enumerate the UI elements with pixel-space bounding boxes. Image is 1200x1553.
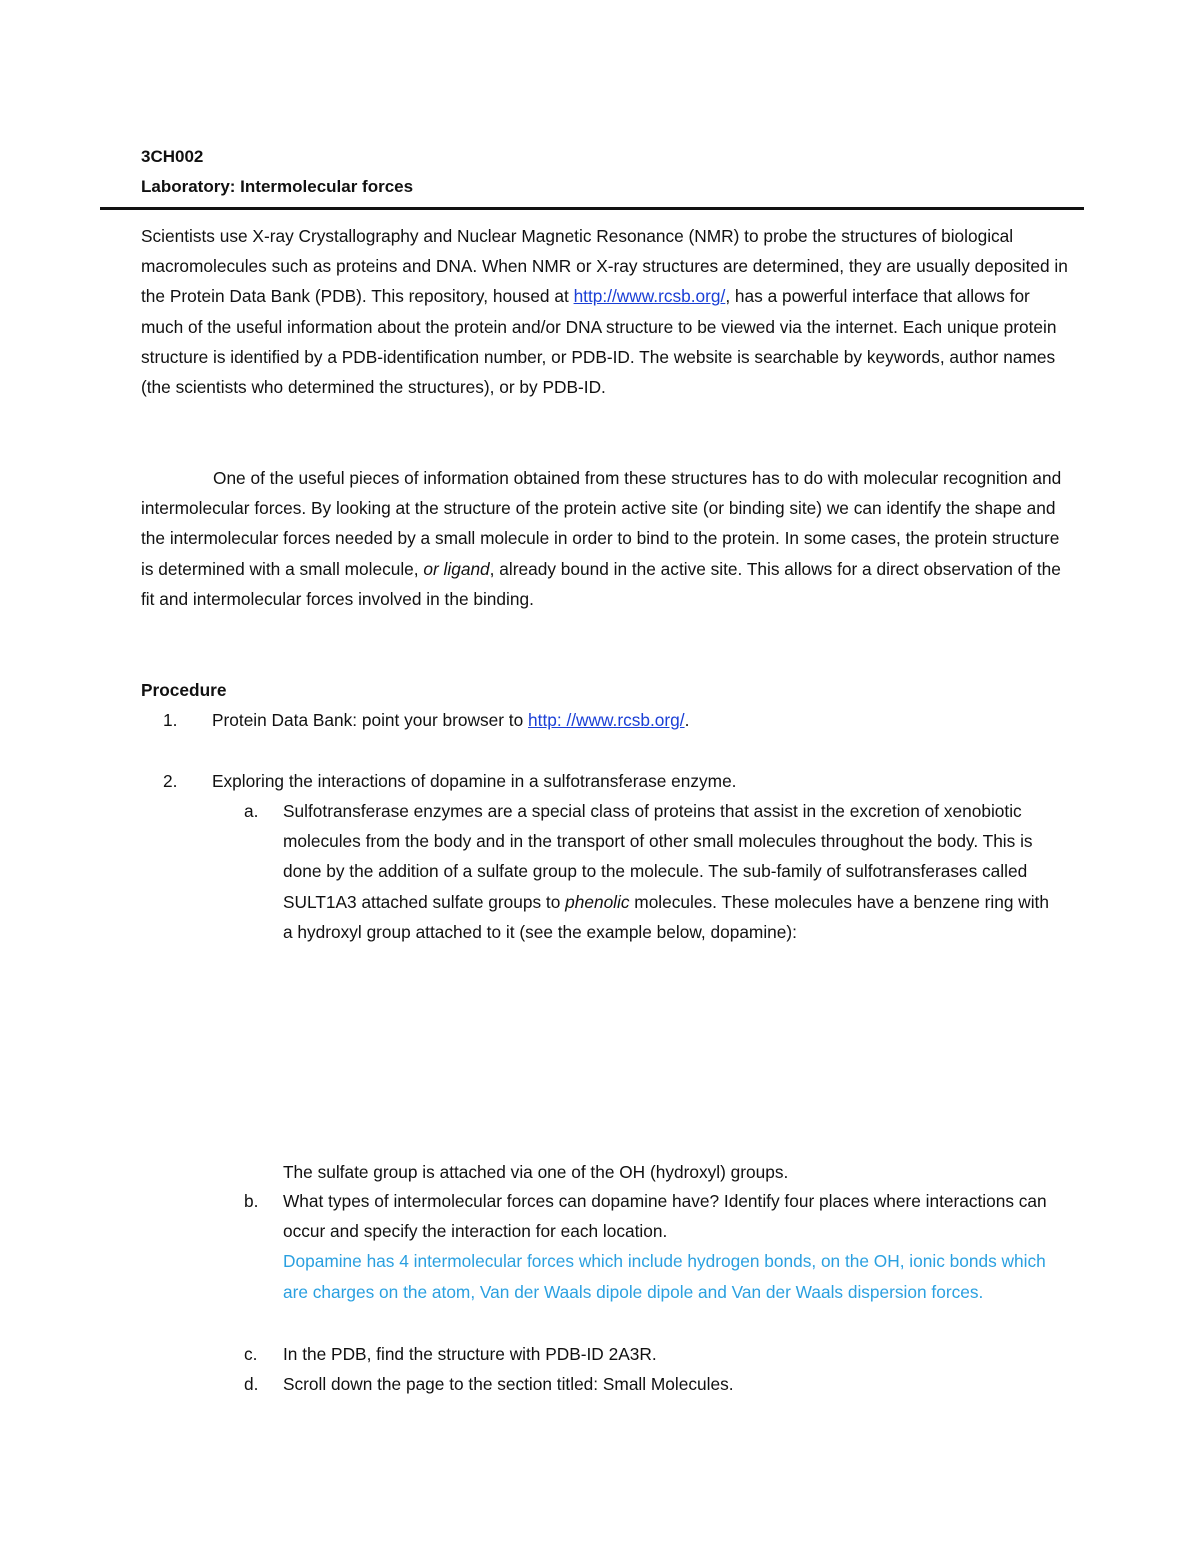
substep-a-text-start: Sulfotransferase enzymes are a special class of proteins that assist in the excretion of xenobiotic molecules from the body and in the transport of other small molecules throughout the body. This is done by the addition of a sulfate group to the molecule. The sub-family of sulfotransferases called SULT1A3 attached sulfate groups to <box>283 801 1033 912</box>
step1-text: Protein Data Bank: point your browser to <box>212 710 529 730</box>
ligand-term: or ligand <box>423 558 490 579</box>
step-number: 1. <box>163 710 178 730</box>
step-text: Exploring the interactions of dopamine in a sulfotransferase enzyme. <box>212 771 737 791</box>
answer-text: Dopamine has 4 intermolecular forces which include hydrogen bonds, on the OH, ionic bonds which are charges on the atom, Van der Waals dipole dipole and Van der Waals dispersion forces. <box>283 1251 1046 1302</box>
step-text <box>212 705 1072 735</box>
intro-p2-text-start: One of the useful pieces of information obtained from these structures has to do with molecular recognition and intermolecular forces. By looking at the structure of the protein active site (or binding site) we can identify the shape and the intermolecular forces needed by a small molecule in order to bind to the protein. In some cases, the protein structure is determined with a small molecule, <box>141 468 1062 579</box>
substep-a-text-end: molecules. These molecules have a benzene ring with a hydroxyl group attached to it (see the example below, dopamine): <box>283 891 1049 942</box>
substep-text: In the PDB, find the structure with PDB-ID 2A3R. <box>283 1344 657 1364</box>
step-number: 2. <box>163 771 178 791</box>
substep-letter: b. <box>244 1191 259 1211</box>
intro-p1-text-end: , has a powerful interface that allows for much of the useful information about the protein and/or DNA structure to be viewed via the internet. Each unique protein structure is identified by a PDB-identification number, or PDB-ID. The website is searchable by keywords, author names (the scientists who determined the structures), or by PDB-ID. <box>141 286 1057 398</box>
intro-paragraph-1 <box>141 221 1071 402</box>
intro-paragraph-2 <box>141 463 1071 614</box>
substep-text <box>283 796 1063 947</box>
substep-letter: c. <box>244 1344 258 1364</box>
phenolic-term: phenolic <box>565 891 630 912</box>
rcsb-step-link[interactable]: http: //www.rcsb.org/ <box>528 710 685 730</box>
lab-title: Laboratory: Intermolecular forces <box>141 177 414 196</box>
course-code: 3CH002 <box>141 147 204 166</box>
substep-letter: a. <box>244 801 259 821</box>
document-header <box>141 142 413 202</box>
procedure-heading: Procedure <box>141 680 227 700</box>
substep-letter: d. <box>244 1374 259 1394</box>
question-text: What types of intermolecular forces can dopamine have? Identify four places where interactions can occur and specify the interaction for each location. <box>283 1191 1047 1242</box>
intro-p2-text-end: , already bound in the active site. This allows for a direct observation of the fit and intermolecular forces involved in the binding. <box>141 558 1061 609</box>
note-text: The sulfate group is attached via one of the OH (hydroxyl) groups. <box>283 1162 789 1182</box>
header-divider <box>100 207 1084 210</box>
rcsb-link[interactable]: http://www.rcsb.org/ <box>573 286 726 307</box>
intro-p1-text-start: Scientists use X-ray Crystallography and Nuclear Magnetic Resonance (NMR) to probe the structures of biological macromolecules such as proteins and DNA. When NMR or X-ray structures are determined, they are usually deposited in the Protein Data Bank (PDB). This repository, housed at <box>141 226 1068 307</box>
substep-text: Scroll down the page to the section titled: Small Molecules. <box>283 1374 734 1394</box>
substep-text <box>283 1186 1063 1307</box>
step1-period: . <box>684 710 690 730</box>
dopamine-figure-placeholder <box>283 990 1063 1150</box>
